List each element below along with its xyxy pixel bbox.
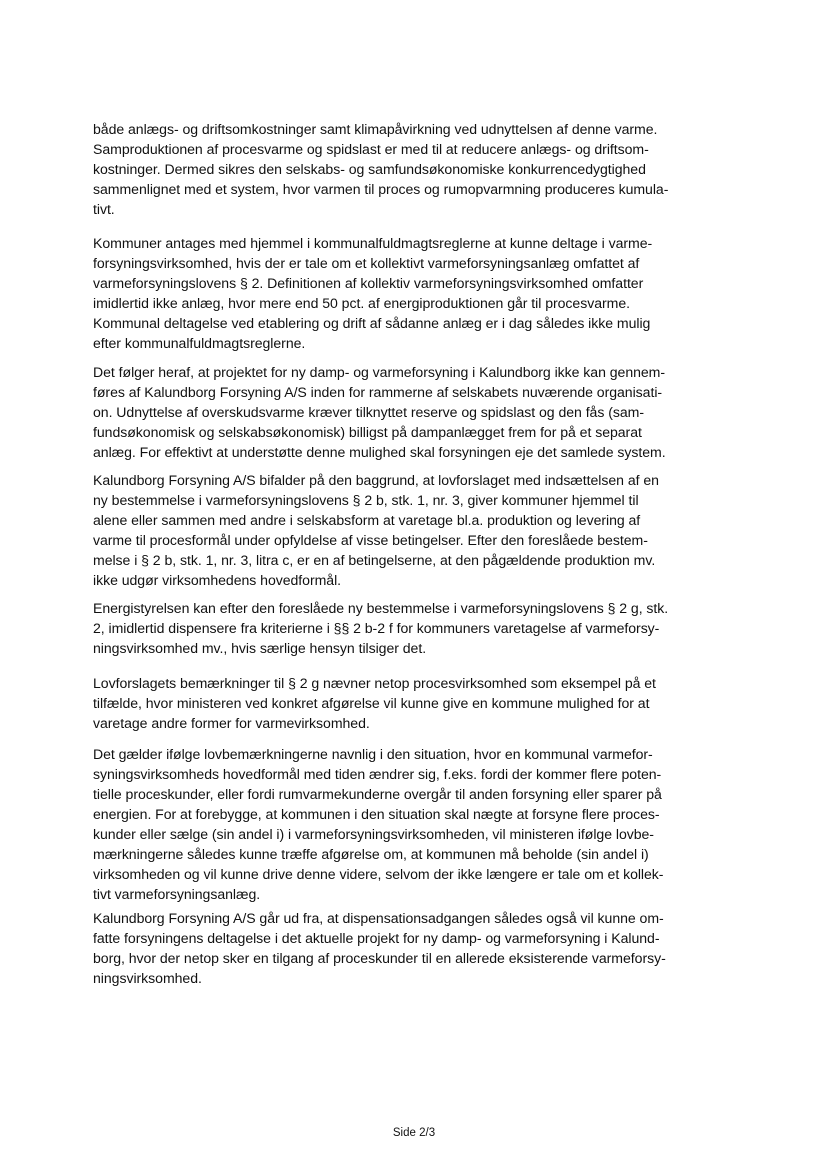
paragraph-3: Det følger heraf, at projektet for ny damp- og varmeforsyning i Kalundborg ikke kan gennem- føres af Kalundborg Forsyning A/S inden for rammerne af selskabets nuværende organisati- on. Udnyttelse af overskudsvarme kræver tilknyttet reserve og spidslast og den fås (sam- fundsøkonomisk og selskabsøkonomisk) billigst på dampanlægget frem for på et separat anlæg. For effektivt at understøtte denne mulighed skal forsyningen eje det samlede system. xyxy=(93,364,666,460)
page-number-footer: Side 2/3 xyxy=(392,1127,436,1139)
paragraph-6: Lovforslagets bemærkninger til § 2 g nævner netop procesvirksomhed som eksempel på et tilfælde, hvor ministeren ved konkret afgørelse vil kunne give en kommune mulighed for at varetage andre former for varmevirksomhed. xyxy=(93,675,656,731)
paragraph-4: Kalundborg Forsyning A/S bifalder på den baggrund, at lovforslaget med indsættelsen af en ny bestemmelse i varmeforsyningslovens § 2 b, stk. 1, nr. 3, giver kommuner hjemmel til alene eller sammen med andre i selskabsform at varetage bl.a. produktion og levering af varme til procesformål under opfyldelse af visse betingelser. Efter den foreslåede bestem- melse i § 2 b, stk. 1, nr. 3, litra c, er en af betingelserne, at den pågældende produktion mv. ikke udgør virksomhedens hovedformål. xyxy=(93,472,659,588)
paragraph-1: både anlægs- og driftsomkostninger samt klimapåvirkning ved udnyttelsen af denne varme. Samproduktionen af procesvarme og spidslast er med til at reducere anlægs- og driftsom- kostninger. Dermed sikres den selskabs- og samfundsøkonomiske konkurrencedygtighed sammenlignet med et system, hvor varmen til proces og rumopvarmning produceres kumula- tivt. xyxy=(93,121,669,217)
paragraph-2: Kommuner antages med hjemmel i kommunalfuldmagtsreglerne at kunne deltage i varme- forsyningsvirksomhed, hvis der er tale om et kollektivt varmeforsyningsanlæg omfattet af varmeforsyningslovens § 2. Definitionen af kollektiv varmeforsyningsvirksomhed omfatter imidlertid ikke anlæg, hvor mere end 50 pct. af energiproduktionen går til procesvarme. Kommunal deltagelse ved etablering og drift af sådanne anlæg er i dag således ikke mulig efter kommunalfuldmagtsreglerne. xyxy=(93,235,653,351)
paragraph-8: Kalundborg Forsyning A/S går ud fra, at dispensationsadgangen således også vil kunne om- fatte forsyningens deltagelse i det aktuelle projekt for ny damp- og varmeforsyning i Kalund- borg, hvor der netop sker en tilgang af proceskunder til en allerede eksisterende varmeforsy- ningsvirksomhed. xyxy=(93,910,666,986)
paragraph-7: Det gælder ifølge lovbemærkningerne navnlig i den situation, hvor en kommunal varmefor- syningsvirksomheds hovedformål med tiden ændrer sig, f.eks. fordi der kommer flere poten- tielle proceskunder, eller fordi rumvarmekunderne overgår til anden forsyning eller sparer på energien. For at forebygge, at kommunen i den situation skal nægte at forsyne flere proces- kunder eller sælge (sin andel i) i varmeforsyningsvirksomheden, vil ministeren ifølge lovbe- mærkningerne således kunne træffe afgørelse om, at kommunen må beholde (sin andel i) virksomheden og vil kunne drive denne videre, selvom der ikke længere er tale om et kollek- tivt varmeforsyningsanlæg. xyxy=(93,746,664,902)
paragraph-5: Energistyrelsen kan efter den foreslåede ny bestemmelse i varmeforsyningslovens § 2 g, stk. 2, imidlertid dispensere fra kriterierne i §§ 2 b-2 f for kommuners varetagelse af varmeforsy- ningsvirksomhed mv., hvis særlige hensyn tilsiger det. xyxy=(93,600,669,656)
